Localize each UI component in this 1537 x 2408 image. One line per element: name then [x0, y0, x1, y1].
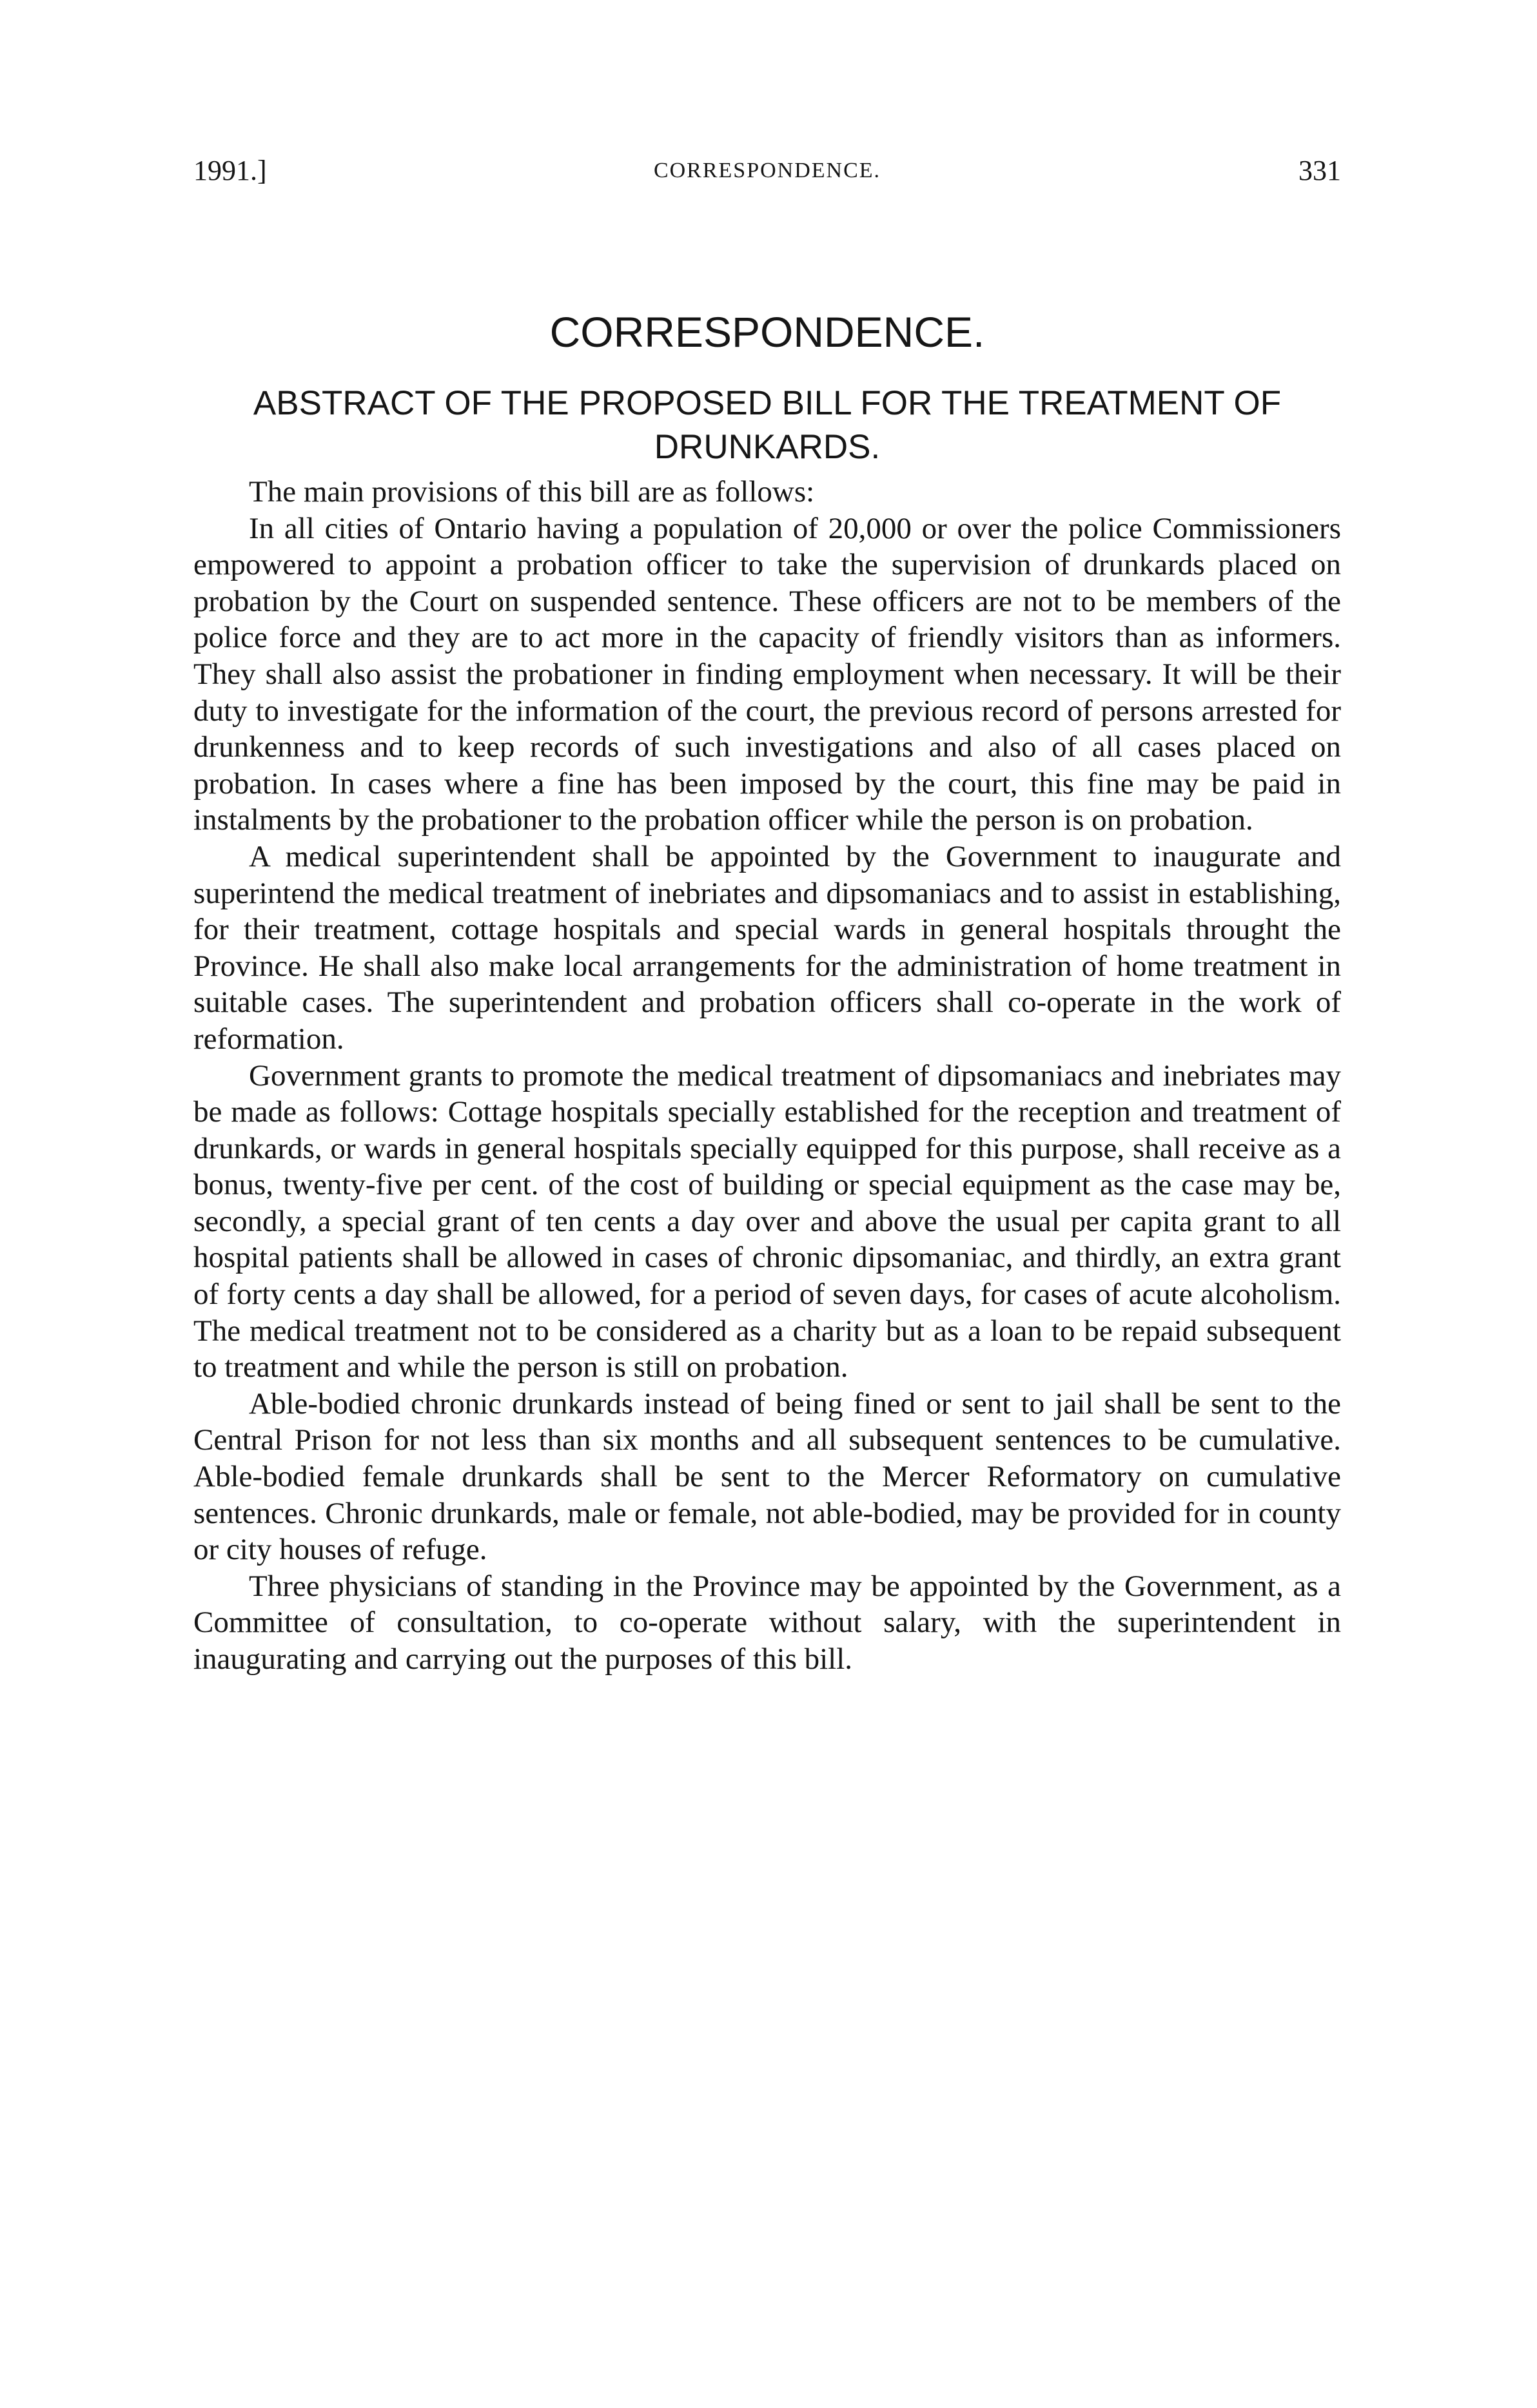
paragraph-intro: The main provisions of this bill are as follows: — [249, 475, 815, 509]
article-body — [193, 474, 1341, 1678]
running-head-section: CORRESPONDENCE. — [653, 159, 881, 182]
paragraph-chronic-drunkards: Able-bodied chronic drunkards instead of being fined or sent to jail shall be sent to the Central Prison for not less than six months and all subsequent sentences to be cumulative. Able-bodied female drunkards shall be sent to the Mercer Reformatory on cumulative sentences. Chronic drunkards, male or female, not able-bodied, may be provided for in county or city houses of refuge. — [193, 1386, 1341, 1567]
page-number: 331 — [1298, 155, 1341, 186]
running-head — [193, 148, 1341, 193]
running-head-year: 1991.] — [193, 155, 267, 186]
article-title: ABSTRACT OF THE PROPOSED BILL FOR THE TREATMENT OF DRUNKARDS. — [253, 384, 1282, 466]
paragraph-government-grants: Government grants to promote the medical treatment of dipsomaniacs and inebriates may be made as follows: Cottage hospitals specially established for the reception and treatment of drunkards, or wards in general hospitals specially equipped for this purpose, shall receive as a bonus, twenty-five per cent. of the cost of building or special equipment as the case may be, secondly, a special grant of ten cents a day over and above the usual per capita grant to all hospital patients shall be allowed in cases of chronic dipsomaniac, and thirdly, an extra grant of forty cents a day shall be allowed, for a period of seven days, for cases of acute alcoholism. The medical treatment not to be considered as a charity but as a loan to be repaid subsequent to treatment and while the person is still on probation. — [193, 1058, 1341, 1384]
paragraph-probation-officers: In all cities of Ontario having a population of 20,000 or over the police Commissioners empowered to appoint a probation officer to take the supervision of drunkards placed on probation by the Court on suspended sentence. These officers are not to be members of the police force and they are to act more in the capacity of friendly visitors than as informers. They shall also assist the probationer in finding employment when necessary. It will be their duty to investigate for the information of the court, the previous record of persons arrested for drunkenness and to keep records of such investigations and also of all cases placed on probation. In cases where a fine has been imposed by the court, this fine may be paid in instalments by the probationer to the probation officer while the person is on probation. — [193, 511, 1341, 837]
section-title: CORRESPONDENCE. — [549, 308, 985, 356]
paragraph-medical-superintendent: A medical superintendent shall be appointed by the Government to inaugurate and superintend the medical treatment of inebriates and dipsomaniacs and to assist in establishing, for their treatment, cottage hospitals and special wards in general hospitals throught the Province. He shall also make local arrangements for the administration of home treatment in suitable cases. The superintendent and probation officers shall co-operate in the work of reformation. — [193, 839, 1341, 1056]
paragraph-physicians-committee: Three physicians of standing in the Province may be appointed by the Government, as a Committee of consultation, to co-operate without salary, with the superintendent in inaugurating and carrying out the purposes of this bill. — [193, 1569, 1341, 1676]
